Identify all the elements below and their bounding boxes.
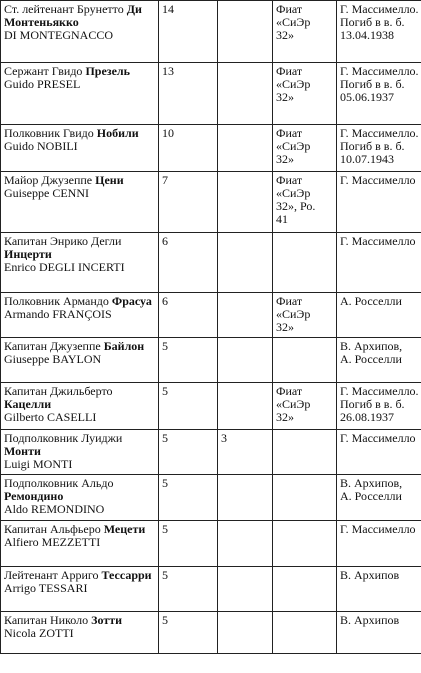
- aircraft-line: Фиат: [276, 173, 303, 187]
- notes-line: А. Росселли: [340, 294, 402, 308]
- aircraft-cell: [273, 430, 337, 475]
- victories-cell: 14: [159, 1, 218, 63]
- pilot-rank: Полковник Гвидо: [4, 126, 94, 140]
- notes-line: 10.07.1943: [340, 152, 394, 166]
- pilot-name-latin: Aldo REMONDINO: [4, 502, 105, 516]
- shared-victories-cell: [218, 475, 273, 521]
- aircraft-line: «СиЭр: [276, 139, 311, 153]
- notes-line: Г. Массимелло: [340, 234, 416, 248]
- pilot-surname: Зотти: [91, 613, 123, 627]
- aircraft-cell: [273, 612, 337, 654]
- shared-victories-cell: [218, 1, 273, 63]
- notes-cell: [337, 383, 421, 430]
- pilot-rank: Подполковник Луиджи: [4, 431, 123, 445]
- aircraft-cell: [273, 172, 337, 233]
- aircraft-line: 32»: [276, 28, 294, 42]
- pilot-name-latin: Nicola ZOTTI: [4, 626, 74, 640]
- pilot-surname: Тессарри: [101, 568, 152, 582]
- victories-cell: 5: [159, 567, 218, 612]
- shared-victories-cell: [218, 172, 273, 233]
- notes-cell: [337, 1, 421, 63]
- pilot-surname: Ремондино: [4, 489, 64, 503]
- pilot-name-latin: Luigi MONTI: [4, 457, 73, 471]
- notes-line: В. Архипов: [340, 613, 400, 627]
- aircraft-line: Фиат: [276, 126, 303, 140]
- aircraft-line: «СиЭр: [276, 77, 311, 91]
- aircraft-line: «СиЭр: [276, 397, 311, 411]
- pilot-rank: Майор Джузеппе: [4, 173, 93, 187]
- aircraft-line: 32»: [276, 410, 294, 424]
- pilot-name-latin: Enrico DEGLI INCERTI: [4, 260, 125, 274]
- shared-victories-cell: [218, 612, 273, 654]
- notes-line: Г. Массимелло: [340, 173, 416, 187]
- victories-cell: 5: [159, 383, 218, 430]
- victories-cell: 10: [159, 125, 218, 172]
- notes-cell: [337, 172, 421, 233]
- notes-line: В. Архипов: [340, 568, 400, 582]
- aircraft-cell: [273, 383, 337, 430]
- pilot-name-cell: [1, 1, 159, 63]
- aircraft-line: 32»: [276, 152, 294, 166]
- shared-victories-cell: [218, 521, 273, 567]
- pilot-rank: Лейтенант Арриго: [4, 568, 99, 582]
- pilot-name-cell: [1, 567, 159, 612]
- aircraft-line: 41: [276, 212, 288, 226]
- notes-cell: [337, 63, 421, 125]
- table-row: [1, 567, 421, 612]
- notes-line: Г. Массимелло: [340, 431, 416, 445]
- pilot-rank: Полковник Армандо: [4, 294, 109, 308]
- aircraft-cell: [273, 521, 337, 567]
- table-row: [1, 293, 421, 338]
- victories-cell: 6: [159, 293, 218, 338]
- pilot-name-cell: [1, 475, 159, 521]
- shared-victories-cell: [218, 567, 273, 612]
- notes-line: А. Росселли: [340, 489, 402, 503]
- shared-victories-cell: [218, 338, 273, 383]
- victories-cell: 5: [159, 475, 218, 521]
- pilot-name-cell: [1, 521, 159, 567]
- pilot-name-cell: [1, 338, 159, 383]
- pilot-rank: Капитан Джузеппе: [4, 339, 101, 353]
- pilot-name-latin: Arrigo TESSARI: [4, 581, 88, 595]
- aircraft-line: 32», Ро.: [276, 199, 316, 213]
- table-row: [1, 475, 421, 521]
- pilot-rank: Капитан Николо: [4, 613, 89, 627]
- shared-victories-cell: [218, 233, 273, 293]
- table-row: [1, 233, 421, 293]
- notes-line: Погиб в в. б.: [340, 15, 405, 29]
- pilot-name-latin: Giuseppe BAYLON: [4, 352, 102, 366]
- shared-victories-cell: [218, 293, 273, 338]
- notes-line: Г. Массимелло.: [340, 64, 419, 78]
- pilot-surname: Кацелли: [4, 397, 52, 411]
- victories-cell: 5: [159, 430, 218, 475]
- pilot-name-latin: Gilberto CASELLI: [4, 410, 97, 424]
- aircraft-cell: [273, 338, 337, 383]
- aircraft-line: «СиЭр: [276, 307, 311, 321]
- aircraft-cell: [273, 63, 337, 125]
- pilot-surname: Инцерти: [4, 247, 52, 261]
- pilot-name-latin: Guiseppe CENNI: [4, 186, 89, 200]
- table-row: [1, 63, 421, 125]
- pilot-surname: Мецети: [103, 522, 146, 536]
- pilot-name-latin: Alfiero MEZZETTI: [4, 535, 101, 549]
- pilot-name-cell: [1, 612, 159, 654]
- shared-victories-cell: [218, 63, 273, 125]
- notes-line: В. Архипов,: [340, 339, 403, 353]
- notes-line: В. Архипов,: [340, 476, 403, 490]
- notes-cell: [337, 233, 421, 293]
- notes-cell: [337, 567, 421, 612]
- pilot-surname: Фрасуа: [111, 294, 152, 308]
- pilot-name-cell: [1, 430, 159, 475]
- table-row: [1, 430, 421, 475]
- aircraft-line: «СиЭр: [276, 186, 311, 200]
- victories-cell: 6: [159, 233, 218, 293]
- aircraft-cell: [273, 475, 337, 521]
- aircraft-line: Фиат: [276, 2, 303, 16]
- pilot-name-latin: Armando FRANÇOIS: [4, 307, 112, 321]
- pilot-name-cell: [1, 233, 159, 293]
- shared-victories-cell: 3: [218, 430, 273, 475]
- table-row: [1, 612, 421, 654]
- table-row: [1, 338, 421, 383]
- aircraft-cell: [273, 233, 337, 293]
- notes-line: 13.04.1938: [340, 28, 394, 42]
- notes-line: 05.06.1937: [340, 90, 394, 104]
- pilot-rank: Ст. лейтенант Брунетто: [4, 2, 124, 16]
- pilot-name-cell: [1, 63, 159, 125]
- aircraft-line: Фиат: [276, 294, 303, 308]
- pilot-surname: Монти: [4, 444, 41, 458]
- aircraft-line: Фиат: [276, 64, 303, 78]
- pilot-surname: Презель: [85, 64, 130, 78]
- notes-cell: [337, 521, 421, 567]
- victories-cell: 13: [159, 63, 218, 125]
- notes-line: Погиб в в. б.: [340, 397, 405, 411]
- pilot-name-cell: [1, 172, 159, 233]
- pilot-rank: Сержант Гвидо: [4, 64, 83, 78]
- pilot-rank: Подполковник Альдо: [4, 476, 114, 490]
- shared-victories-cell: [218, 125, 273, 172]
- aircraft-cell: [273, 1, 337, 63]
- victories-cell: 5: [159, 521, 218, 567]
- notes-line: Погиб в в. б.: [340, 77, 405, 91]
- notes-line: Г. Массимелло.: [340, 2, 419, 16]
- victories-cell: 5: [159, 338, 218, 383]
- notes-line: 26.08.1937: [340, 410, 394, 424]
- pilot-name-latin: Guido PRESEL: [4, 77, 81, 91]
- aircraft-cell: [273, 293, 337, 338]
- pilot-name-latin: DI MONTEGNACCO: [4, 28, 113, 42]
- notes-line: А. Росселли: [340, 352, 402, 366]
- table-row: [1, 172, 421, 233]
- pilot-name-cell: [1, 383, 159, 430]
- pilot-name-cell: [1, 125, 159, 172]
- pilot-rank: Капитан Энрико Дегли: [4, 234, 122, 248]
- aircraft-line: «СиЭр: [276, 15, 311, 29]
- pilot-rank: Капитан Альфьеро: [4, 522, 101, 536]
- pilot-surname: Байлон: [103, 339, 145, 353]
- table-body: [1, 1, 421, 654]
- notes-cell: [337, 293, 421, 338]
- notes-cell: [337, 125, 421, 172]
- victories-cell: 5: [159, 612, 218, 654]
- shared-victories-cell: [218, 383, 273, 430]
- aircraft-cell: [273, 567, 337, 612]
- pilot-rank: Капитан Джильберто: [4, 384, 113, 398]
- pilot-surname: Нобили: [96, 126, 139, 140]
- pilot-surname: Цени: [95, 173, 124, 187]
- pilot-name-cell: [1, 293, 159, 338]
- notes-cell: [337, 430, 421, 475]
- aircraft-line: 32»: [276, 90, 294, 104]
- table-row: [1, 521, 421, 567]
- table-row: [1, 383, 421, 430]
- notes-cell: [337, 612, 421, 654]
- notes-cell: [337, 338, 421, 383]
- pilot-name-latin: Guido NOBILI: [4, 139, 78, 153]
- aircraft-line: 32»: [276, 320, 294, 334]
- victories-cell: 7: [159, 172, 218, 233]
- pilot-surname: Ди Монтеньякко: [4, 2, 142, 29]
- table-row: [1, 125, 421, 172]
- notes-line: Г. Массимелло.: [340, 384, 419, 398]
- aircraft-cell: [273, 125, 337, 172]
- aircraft-line: Фиат: [276, 384, 303, 398]
- notes-line: Г. Массимелло: [340, 522, 416, 536]
- notes-line: Погиб в в. б.: [340, 139, 405, 153]
- table-row: [1, 1, 421, 63]
- notes-cell: [337, 475, 421, 521]
- notes-line: Г. Массимелло.: [340, 126, 419, 140]
